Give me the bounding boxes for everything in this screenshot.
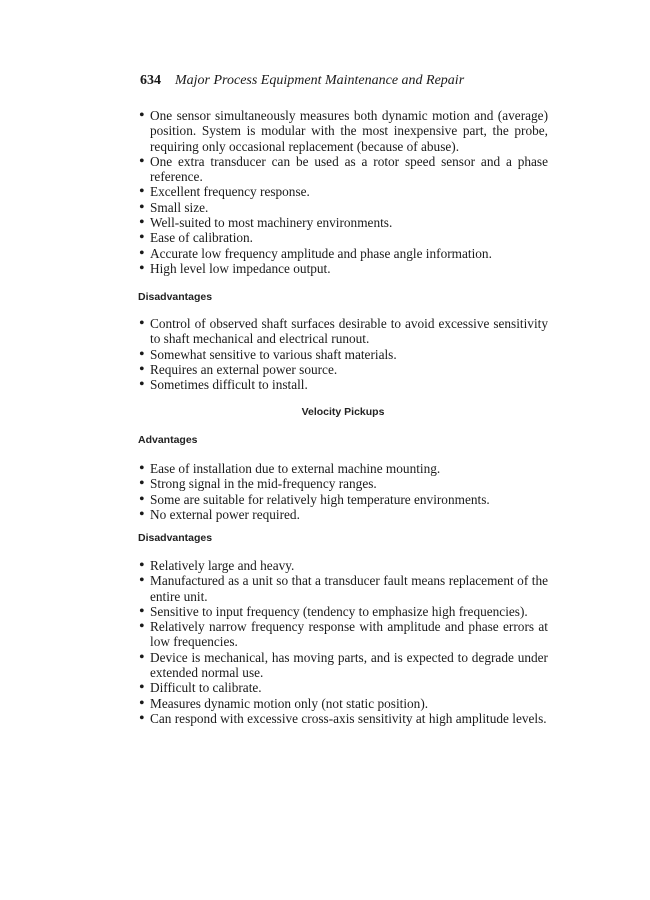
list-item: • Accurate low frequency amplitude and phase angle information. <box>138 246 548 261</box>
proximity-disadvantages-heading: Disadvantages <box>138 291 213 303</box>
list-item: • Ease of installation due to external machine mounting. <box>138 461 548 476</box>
velocity-disadvantages-list <box>138 558 548 726</box>
list-item: • Control of observed shaft surfaces desirable to avoid excessive sensitivity to shaft mechanical and electrical runout. <box>138 316 548 347</box>
running-head <box>140 72 464 90</box>
list-item: • Can respond with excessive cross-axis sensitivity at high amplitude levels. <box>138 711 548 726</box>
list-item: • One extra transducer can be used as a rotor speed sensor and a phase reference. <box>138 154 548 185</box>
proximity-advantages-list <box>138 108 548 276</box>
page-number: 634 <box>140 73 161 88</box>
list-item: • Sensitive to input frequency (tendency to emphasize high frequencies). <box>138 604 548 619</box>
list-item: • Manufactured as a unit so that a transducer fault means replacement of the entire unit. <box>138 573 548 604</box>
list-item: • Difficult to calibrate. <box>138 680 548 695</box>
list-item: • Ease of calibration. <box>138 230 548 245</box>
list-item: • One sensor simultaneously measures both dynamic motion and (average) position. System is modular with the most inexpensive part, the probe, requiring only occasional replacement (because of abuse). <box>138 108 548 154</box>
list-item: • Relatively large and heavy. <box>138 558 548 573</box>
list-item: • Relatively narrow frequency response with amplitude and phase errors at low frequencies. <box>138 619 548 650</box>
list-item: • Requires an external power source. <box>138 362 548 377</box>
book-title: Major Process Equipment Maintenance and Repair <box>175 73 465 88</box>
list-item: • Small size. <box>138 200 548 215</box>
list-item: • Sometimes difficult to install. <box>138 377 548 392</box>
list-item: • No external power required. <box>138 507 548 522</box>
list-item: • Strong signal in the mid-frequency ranges. <box>138 476 548 491</box>
list-item: • High level low impedance output. <box>138 261 548 276</box>
velocity-pickups-title: Velocity Pickups <box>301 406 385 418</box>
velocity-advantages-heading: Advantages <box>138 434 198 446</box>
list-item: • Some are suitable for relatively high temperature environments. <box>138 492 548 507</box>
list-item: • Well-suited to most machinery environments. <box>138 215 548 230</box>
list-item: • Somewhat sensitive to various shaft materials. <box>138 347 548 362</box>
list-item: • Measures dynamic motion only (not static position). <box>138 696 548 711</box>
velocity-disadvantages-heading: Disadvantages <box>138 532 213 544</box>
list-item: • Device is mechanical, has moving parts, and is expected to degrade under extended normal use. <box>138 650 548 681</box>
velocity-advantages-list <box>138 461 548 522</box>
proximity-disadvantages-list <box>138 316 548 392</box>
list-item: • Excellent frequency response. <box>138 184 548 199</box>
